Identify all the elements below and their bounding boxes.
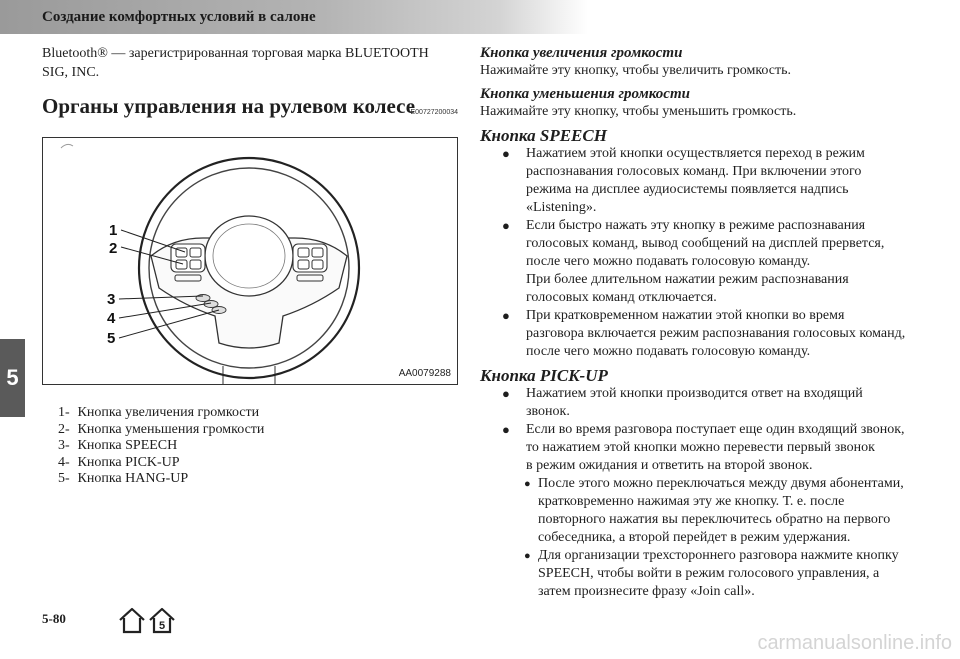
chapter-badge: 5: [158, 620, 166, 632]
pickup-title: Кнопка PICK-UP: [480, 366, 608, 385]
pickup-s1-line: кратковременно нажимая эту же кнопку. Т. е. после: [538, 494, 845, 509]
pickup-s1-line: После этого можно переключаться между двумя абонентами,: [538, 476, 904, 491]
left-column: [42, 44, 458, 119]
pickup-sub-bullet-2: [524, 547, 920, 601]
callout-4: 4: [107, 310, 116, 327]
legend-item: [58, 405, 264, 422]
pickup-bullet-2: [502, 421, 920, 475]
header-band: [0, 0, 588, 34]
small-bullet-icon: ●: [524, 478, 531, 490]
speech-bullet-3: [502, 307, 920, 361]
pickup-b2-line: то нажатием этой кнопки можно перевести первый звонок: [526, 440, 875, 455]
speech-bullet-1: [502, 145, 920, 217]
pickup-b1-line: Нажатием этой кнопки производится ответ на входящий: [526, 386, 863, 401]
speech-b1-line: Нажатием этой кнопки осуществляется переход в режим: [526, 146, 865, 161]
callout-2: 2: [109, 240, 118, 257]
legend-item: [58, 422, 264, 439]
intro-line-2: SIG, INC.: [42, 65, 100, 80]
pickup-s2-line: Для организации трехстороннего разговора нажмите кнопку: [538, 548, 899, 563]
chapter-home-icon[interactable]: [150, 609, 174, 632]
speech-b1-line: «Listening».: [526, 200, 597, 215]
pickup-b1-line: звонок.: [526, 404, 570, 419]
legend-item: [58, 471, 264, 488]
legend-label: Кнопка PICK-UP: [77, 454, 180, 470]
pickup-bullet-1: [502, 385, 920, 421]
bullet-dot-icon: ●: [502, 308, 510, 323]
legend-item: [58, 455, 264, 472]
legend-number: 4-: [58, 454, 70, 470]
figure-legend: [58, 405, 264, 488]
nav-icons: [118, 606, 178, 641]
header-title: Создание комфортных условий в салоне: [42, 9, 316, 25]
vol-down-title: Кнопка уменьшения громкости: [480, 86, 690, 102]
speech-bullet-2: [502, 217, 920, 307]
speech-b1-line: распознавания голосовых команд. При включении этого: [526, 164, 862, 179]
legend-label: Кнопка SPEECH: [77, 438, 178, 453]
pickup-s1-line: собеседника, а второй перейдет в режим удержания.: [538, 530, 851, 545]
legend-number: 3-: [58, 438, 70, 453]
section-title: Органы управления на рулевом колесе: [42, 94, 416, 118]
legend-label: Кнопка уменьшения громкости: [77, 421, 265, 437]
right-column: [480, 44, 920, 601]
speech-b2-line: голосовых команд отключается.: [526, 290, 717, 305]
chapter-side-tab: 5: [0, 339, 25, 417]
vol-down-text: Нажимайте эту кнопку, чтобы уменьшить громкость.: [480, 104, 797, 119]
legend-item: [58, 438, 264, 455]
legend-label: Кнопка увеличения громкости: [77, 405, 260, 420]
speech-b2-line: Если быстро нажать эту кнопку в режиме распознавания: [526, 218, 866, 233]
speech-b3-line: разговора включается режим распознавания голосовых команд,: [526, 326, 906, 341]
pickup-s2-line: затем произнесите фразу «Join call».: [538, 584, 755, 599]
speech-b2-line: голосовых команд, вывод сообщений на дисплей прервется,: [526, 236, 885, 251]
speech-b2-line: после чего можно подавать голосовую команду.: [526, 254, 811, 269]
home-icon[interactable]: [120, 609, 144, 632]
callout-3: 3: [107, 291, 116, 308]
legend-number: 2-: [58, 421, 70, 437]
pickup-b2-line: Если во время разговора поступает еще один входящий звонок,: [526, 422, 905, 437]
pickup-s2-line: SPEECH, чтобы войти в режим голосового управления, а: [538, 566, 880, 581]
legend-label: Кнопка HANG-UP: [77, 471, 189, 486]
bullet-dot-icon: ●: [502, 386, 510, 401]
speech-b1-line: режима на дисплее аудиосистемы появляется надпись: [526, 182, 849, 197]
vol-up-text: Нажимайте эту кнопку, чтобы увеличить громкость.: [480, 63, 791, 78]
bullet-dot-icon: ●: [502, 422, 510, 437]
legend-number: 1-: [58, 405, 70, 420]
speech-b2-line: При более длительном нажатии режим распознавания: [526, 272, 849, 287]
speech-b3-line: При кратковременном нажатии этой кнопки во время: [526, 308, 845, 323]
speech-b3-line: после чего можно подавать голосовую команду.: [526, 344, 811, 359]
steering-wheel-illustration: [43, 138, 457, 384]
pickup-s1-line: повторного нажатия вы переключитесь обратно на первого: [538, 512, 891, 527]
figure-code: AA0079288: [398, 368, 451, 379]
bullet-dot-icon: ●: [502, 146, 510, 161]
callout-5: 5: [107, 330, 116, 347]
legend-number: 5-: [58, 471, 70, 486]
page-number: 5-80: [42, 611, 66, 626]
intro-line-1: Bluetooth® — зарегистрированная торговая марка BLUETOOTH: [42, 46, 429, 61]
bullet-dot-icon: ●: [502, 218, 510, 233]
watermark: carmanualsonline.info: [757, 632, 952, 654]
section-code: E00727200034: [410, 109, 458, 116]
small-bullet-icon: ●: [524, 550, 531, 562]
vol-up-title: Кнопка увеличения громкости: [480, 45, 683, 61]
pickup-b2-line: в режим ожидания и ответить на второй звонок.: [526, 458, 813, 473]
steering-wheel-figure: [42, 137, 458, 385]
callout-1: 1: [109, 222, 118, 239]
pickup-sub-bullet-1: [524, 475, 920, 547]
speech-title: Кнопка SPEECH: [480, 126, 607, 145]
